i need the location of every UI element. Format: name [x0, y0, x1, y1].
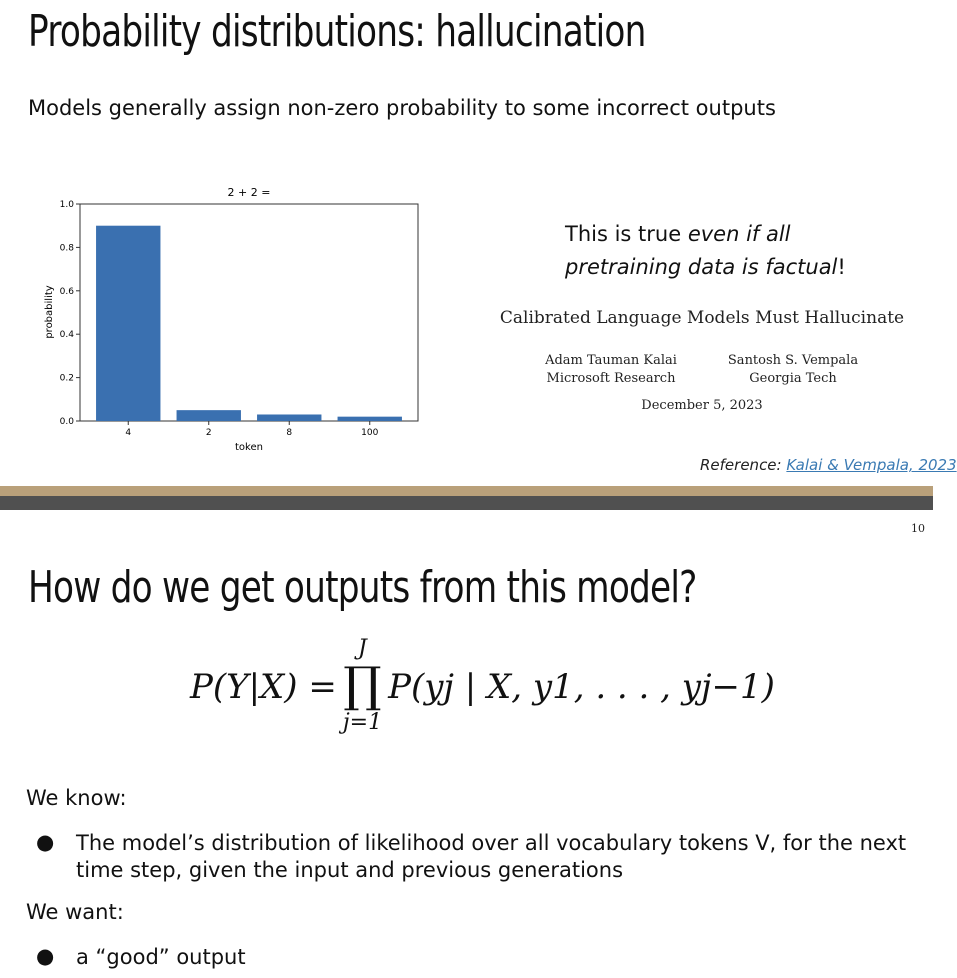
page-number: 10 — [911, 522, 925, 535]
y-axis-label: probability — [44, 285, 55, 339]
x-tick-label: 8 — [286, 428, 293, 438]
slide-hallucination — [0, 0, 957, 486]
likelihood-formula — [190, 638, 775, 736]
author-2 — [718, 352, 868, 388]
reference — [700, 456, 957, 474]
bar-2 — [177, 410, 241, 421]
x-axis-label: token — [235, 442, 263, 453]
y-tick-label: 0.8 — [59, 243, 74, 254]
we-want-text: a “good” output — [76, 945, 246, 969]
probability-bar-chart — [30, 180, 430, 455]
quote-end: ! — [837, 255, 846, 279]
author-name: Santosh S. Vempala — [727, 353, 859, 368]
chart-title: 2 + 2 = — [227, 186, 271, 199]
product-operator: J ∏ j=1 — [342, 636, 383, 735]
slide-subtitle: Models generally assign non-zero probability to some incorrect outputs — [28, 96, 776, 120]
product-upper-limit: J — [358, 636, 367, 661]
we-know-bullet — [36, 830, 916, 884]
reference-link[interactable]: Kalai & Vempala, 2023 — [786, 456, 957, 474]
paper-header — [478, 308, 926, 413]
formula-lhs: P(Y|X) = — [190, 667, 337, 707]
we-want-bullet — [36, 944, 916, 971]
product-lower-limit: j=1 — [342, 710, 383, 735]
bar-100 — [338, 417, 402, 421]
bullet-dot-icon: ● — [36, 830, 55, 854]
y-tick-label: 0.0 — [59, 417, 74, 427]
slide-title: Probability distributions: hallucination — [28, 6, 646, 57]
reference-label: Reference: — [700, 456, 787, 474]
we-know-text: The model’s distribution of likelihood over all vocabulary tokens V, for the next time step, given the input and previous generations — [76, 831, 907, 882]
bar-8 — [257, 414, 321, 421]
formula-rhs: P(yj | X, y1, . . . , yj−1) — [388, 667, 775, 707]
slide-divider-gray — [0, 496, 933, 510]
we-want-label: We want: — [26, 900, 124, 924]
quote-emphasis-1: even if all — [687, 222, 791, 246]
author-affiliation: Georgia Tech — [749, 371, 837, 386]
slide-divider-tan — [0, 486, 933, 496]
quote-text: This is true — [565, 222, 688, 246]
slide-outputs — [0, 510, 933, 978]
author-name: Adam Tauman Kalai — [545, 353, 677, 368]
y-tick-label: 0.2 — [59, 373, 74, 384]
author-1 — [536, 352, 686, 388]
x-axis-ticks — [125, 421, 378, 438]
paper-date: December 5, 2023 — [641, 398, 763, 413]
hallucination-quote — [565, 218, 846, 284]
quote-emphasis-2: pretraining data is factual — [565, 255, 838, 279]
y-tick-label: 0.6 — [59, 286, 74, 297]
we-know-label: We know: — [26, 786, 127, 810]
bar-4 — [96, 226, 160, 421]
author-affiliation: Microsoft Research — [546, 371, 676, 386]
paper-title: Calibrated Language Models Must Hallucinate — [499, 308, 905, 328]
x-tick-label: 100 — [361, 428, 379, 438]
y-axis-ticks — [60, 200, 80, 427]
y-tick-label: 1.0 — [59, 200, 74, 210]
y-tick-label: 0.4 — [59, 330, 74, 341]
paper-authors — [478, 352, 926, 392]
bullet-dot-icon: ● — [36, 944, 55, 968]
x-tick-label: 2 — [205, 428, 212, 438]
bars — [96, 226, 402, 421]
x-tick-label: 4 — [125, 428, 132, 438]
slide-title: How do we get outputs from this model? — [28, 562, 697, 613]
